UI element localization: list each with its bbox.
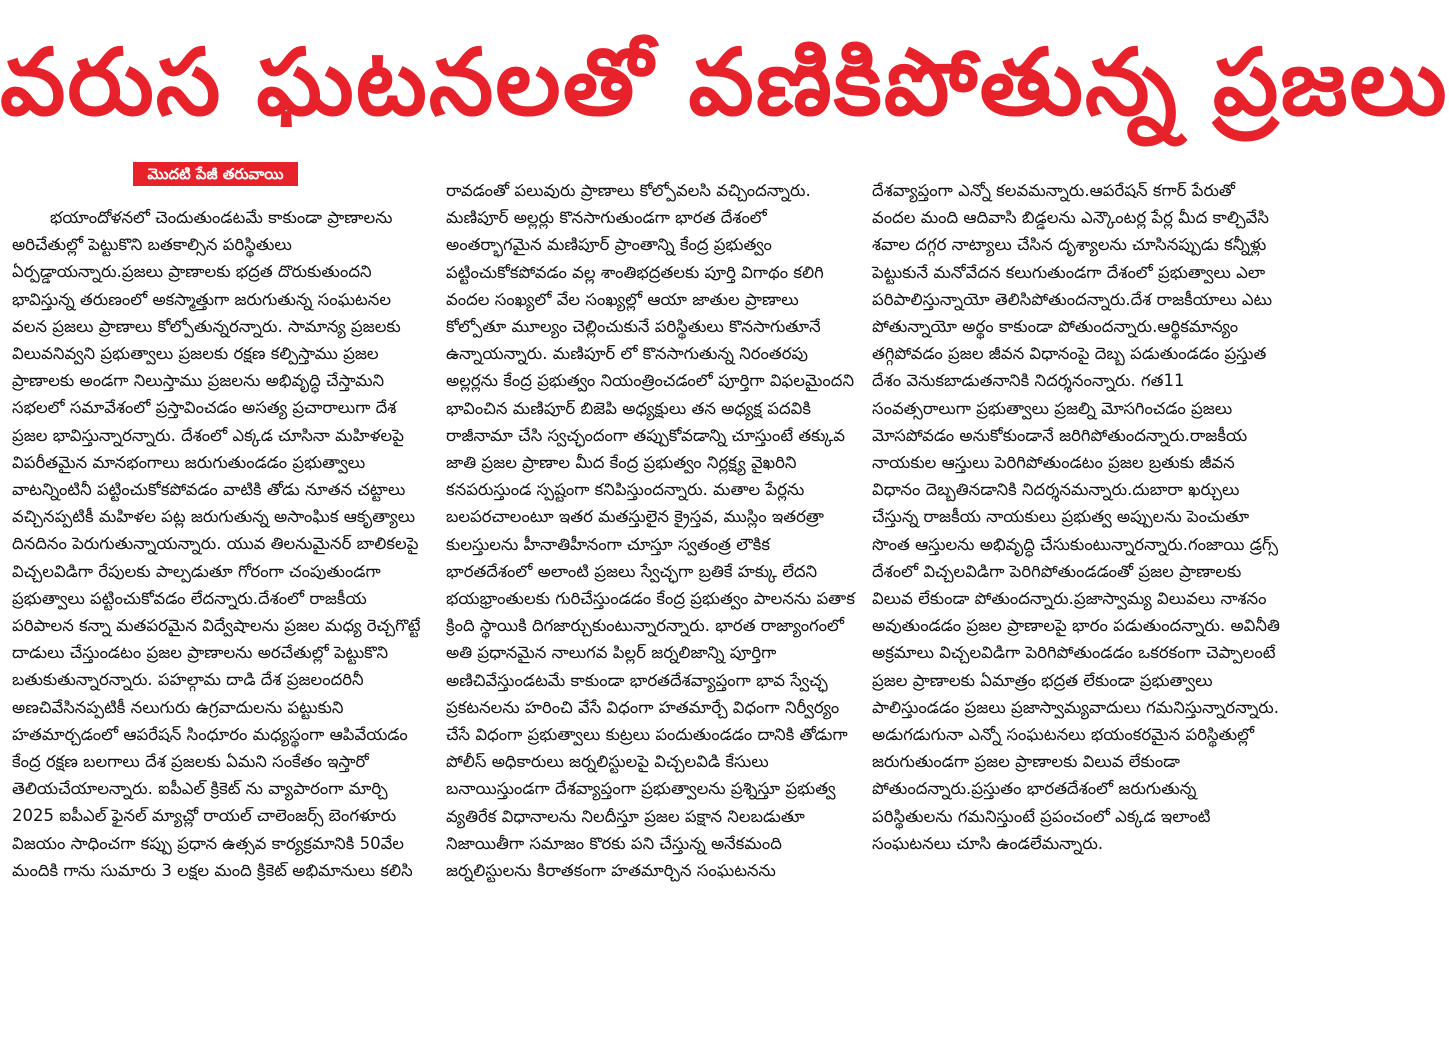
article-column-1: [12, 204, 422, 1034]
column-3-text: దేశవ్యాప్తంగా ఎన్నో కలవమన్నారు.ఆపరేషన్ కగార్ పేరుతో వందల మంది ఆదివాసి బిడ్డలను ఎన్కౌంటర్ల పేర్ల మీద కాల్చివేసి శవాల దగ్గర నాట్యాలు చేసిన దృశ్యాలను చూసినప్పుడు కన్నీళ్లు పెట్టుకునే మనోవేదన కలుగుతుండగా దేశంలో ప్రభుత్వాలు ఎలా పరిపాలిస్తున్నాయో తెలిసిపోతుందన్నారు.దేశ రాజకీయాలు ఎటు పోతున్నాయో అర్థం కాకుండా పోతుందన్నారు.ఆర్థికమాన్యం తగ్గిపోవడం ప్రజల జీవన విధానంపై దెబ్బ పడుతుండడం ప్రస్తుత దేశం వెనుకబాడుతనానికి నిదర్శనంన్నారు. గత11 సంవత్సరాలుగా ప్రభుత్వాలు ప్రజల్ని మోసగించడం ప్రజలు మోసపోవడం అనుకోకుండానే జరిగిపోతుందన్నారు.రాజకీయ నాయకుల ఆస్తులు పెరిగిపోతుండటం ప్రజల బ్రతుకు జీవన విధానం దెబ్బతినడానికి నిదర్శనమన్నారు.దుబారా ఖర్చులు చేస్తున్న రాజకీయ నాయకులు ప్రభుత్వ అప్పులను పెంచుతూ సొంత ఆస్తులను అభివృద్ధి చేసుకుంటున్నారన్నారు.గంజాయి డ్రగ్స్ దేశంలో విచ్చలవిడిగా పెరిగిపోతుండడంతో ప్రజల ప్రాణాలకు విలువ లేకుండా పోతుందన్నారు.ప్రజాస్వామ్య విలువలు నాశనం అవుతుండడం ప్రజల ప్రాణాలపై భారం పడుతుందన్నారు. అవినీతి అక్రమాలు విచ్చలవిడిగా పెరిగిపోతుండడం ఒకరకంగా చెప్పాలంటే ప్రజల ప్రాణాలకు ఏమాత్రం భద్రత లేకుండా ప్రభుత్వాలు పాలిస్తుండడం ప్రజలు ప్రజాస్వామ్యవాదులు గమనిస్తున్నారన్నారు. అడుగడుగునా ఎన్నో సంఘటనలు భయంకరమైన పరిస్థితుల్లో జరుగుతుండగా ప్రజల ప్రాణాలకు విలువ లేకుండా పోతుందన్నారు.ప్రస్తుతం భారతదేశంలో జరుగుతున్న పరిస్థితులను గమనిస్తుంటే ప్రపంచంలో ఎక్కడ ఇలాంటి సంఘటనలు చూసి ఉండలేమన్నారు.: [872, 181, 1280, 853]
column-2-text: రావడంతో పలువురు ప్రాణాలు కోల్పోవలసి వచ్చిందన్నారు. మణిపూర్ అల్లర్లు కొనసాగుతుండగా భారత దేశంలో అంతర్భాగమైన మణిపూర్ ప్రాంతాన్ని కేంద్ర ప్రభుత్వం పట్టించుకోకపోవడం వల్ల శాంతిభద్రతలకు పూర్తి విగాథం కలిగి వందల సంఖ్యలో వేల సంఖ్యల్లో ఆయా జాతుల ప్రాణాలు కోల్పోతూ మూల్యం చెల్లించుకునే పరిస్థితులు కొనసాగుతూనే ఉన్నాయన్నారు. మణిపూర్ లో కొనసాగుతున్న నిరంతరపు అల్లర్లను కేంద్ర ప్రభుత్వం నియంత్రించడంలో పూర్తిగా విఫలమైందని భావించిన మణిపూర్ బిజెపి అధ్యక్షులు తన అధ్యక్ష పదవికి రాజీనామా చేసి స్వచ్ఛందంగా తప్పుకోవడాన్ని చూస్తుంటే తక్కువ జాతి ప్రజల ప్రాణాల మీద కేంద్ర ప్రభుత్వం నిర్లక్ష్య వైఖరిని కనపరుస్తుండ స్పష్టంగా కనిపిస్తుందన్నారు. మతాల పేర్లను బలపరచాలంటూ ఇతర మతస్తులైన క్రైస్తవ, ముస్లిం ఇతరత్రా కులస్తులను హీనాతిహీనంగా చూస్తూ స్వతంత్ర లౌకిక భారతదేశంలో అలాంటి ప్రజలు స్వేచ్ఛగా బ్రతికే హక్కు లేదని భయభ్రాంతులకు గురిచేస్తుండడం కేంద్ర ప్రభుత్వం పాలనను పతాక క్రింది స్థాయికి దిగజార్చుకుంటున్నారన్నారు. భారత రాజ్యాంగంలో అతి ప్రధానమైన నాలుగవ పిల్లర్ జర్నలిజాన్ని పూర్తిగా అణిచివేస్తుండటమే కాకుండా భారతదేశవ్యాప్తంగా భావ స్వేచ్ఛ ప్రకటనలను హరించి వేసే విధంగా హతమార్చే విధంగా నిర్వీర్యం చేసే విధంగా ప్రభుత్వాలు కుట్రలు పందుతుండడం దానికి తోడుగా పోలీస్ అధికారులు జర్నలిస్టులపై విచ్చలవిడి కేసులు బనాయిస్తుండగా దేశవ్యాప్తంగా ప్రభుత్వాలను ప్రశ్నిస్తూ ప్రభుత్వ వ్యతిరేక విధానాలను నిలదీస్తూ ప్రజల పక్షాన నిలబడుతూ నిజాయితీగా సమాజం కొరకు పని చేస్తున్న అనేకమంది జర్నలిస్టులను కిరాతకంగా హతమార్చిన సంఘటనను: [446, 181, 855, 881]
column-1-text: భయాందోళనలో చెందుతుండటమే కాకుండా ప్రాణాలను అరిచేతుల్లో పెట్టుకొని బతకాల్సిన పరిస్థితులు ఏర్పడ్డాయన్నారు.ప్రజలు ప్రాణాలకు భద్రత దొరుకుతుందని భావిస్తున్న తరుణంలో అకస్మాత్తుగా జరుగుతున్న సంఘటనల వలన ప్రజలు ప్రాణాలు కోల్పోతున్నరన్నారు. సామాన్య ప్రజలకు విలువనివ్వని ప్రభుత్వాలు ప్రజలకు రక్షణ కల్పిస్తాము ప్రజల ప్రాణాలకు అండగా నిలుస్తాము ప్రజలను అభివృద్ధి చేస్తామని సభలలో సమావేశంలో ప్రస్తావించడం అసత్య ప్రచారాలుగా దేశ ప్రజల భావిస్తున్నారన్నారు. దేశంలో ఎక్కడ చూసినా మహిళలపై విపరీతమైన మానభంగాలు జరుగుతుండడం ప్రభుత్వాలు వాటన్నింటినీ పట్టించుకోకపోవడం వాటికి తోడు నూతన చట్టాలు వచ్చినప్పటికీ మహిళల పట్ల జరుగుతున్న అసాంఘిక ఆకృత్యాలు దినదినం పెరుగుతున్నాయన్నారు. యువ తిలనుమైనర్ బాలికలపై విచ్చలవిడిగా రేపులకు పాల్పడుతూ గోరంగా చంపుతుండగా ప్రభుత్వాలు పట్టించుకోవడం లేదన్నారు.దేశంలో రాజకీయ పరిపాలన కన్నా మతపరమైన విద్వేషాలను ప్రజల మధ్య రెచ్చగొట్టే దాడులు చేస్తుండటం ప్రజల ప్రాణాలను అరచేతుల్లో పెట్టుకొని బతుకుతున్నారన్నారు. పహల్గామ దాడి దేశ ప్రజలందరినీ అణచివేసినప్పటికీ నలుగురు ఉగ్రవాదులను పట్టుకుని హతమార్చడంలో ఆపరేషన్ సింధూరం మధ్యస్థంగా ఆపివేయడం కేంద్ర రక్షణ బలగాలు దేశ ప్రజలకు ఏమని సంకేతం ఇస్తారో తెలియచేయాలన్నారు. ఐపీఎల్ క్రికెట్ ను వ్యాపారంగా మార్చి 2025 ఐపీఎల్ ఫైనల్ మ్యాచ్లో రాయల్ చాలెంజర్స్ బెంగళూరు విజయం సాధించగా కప్పు ప్రధాన ఉత్సవ కార్యక్రమానికి 50వేల మందికి గాను సుమారు 3 లక్షల మంది క్రికెట్ అభిమానులు కలిసి: [12, 208, 421, 880]
article-column-2: [446, 177, 856, 1034]
article-headline: వరుస ఘటనలతో వణికిపోతున్న ప్రజలు: [0, 29, 1449, 136]
continued-from-front-page-label: మొదటి పేజీ తరువాయి: [133, 162, 298, 186]
article-column-3: [872, 177, 1282, 1034]
